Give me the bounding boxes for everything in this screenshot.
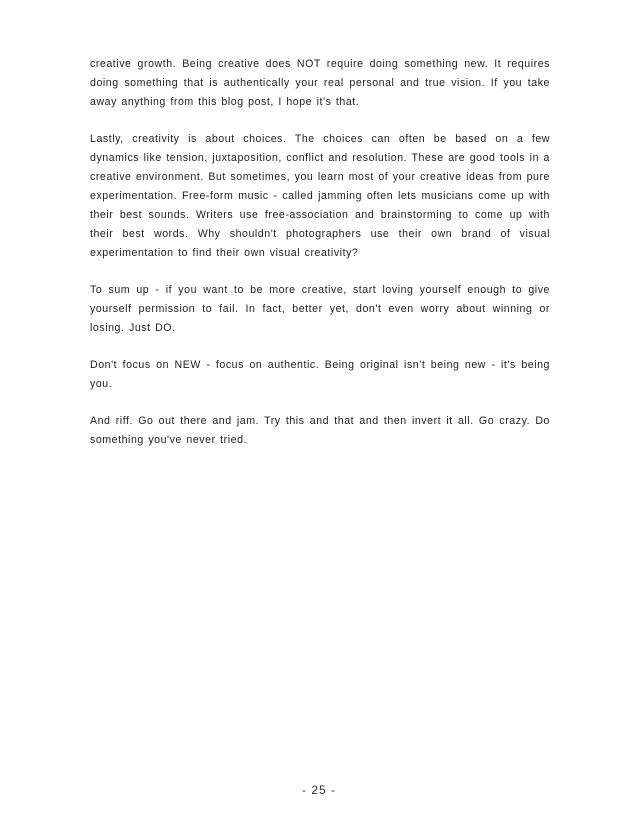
paragraph-sum-up: To sum up - if you want to be more creative, start loving yourself enough to give yourself permission to fail. In fact, better yet, don't even worry about winning or losing. Just DO. (90, 284, 550, 334)
body-text (90, 55, 550, 468)
paragraph-choices: Lastly, creativity is about choices. The choices can often be based on a few dynamics like tension, juxtaposition, conflict and resolution. These are good tools in a creative environment. But sometimes, you learn most of your creative ideas from pure experimentation. Free-form music - called jamming often lets musicians come up with their best sounds. Writers use free-association and brainstorming to come up with their best words. Why shouldn't photographers use their own brand of visual experimentation to find their own visual creativity? (90, 133, 550, 259)
paragraph-riff: And riff. Go out there and jam. Try this and that and then invert it all. Go crazy. Do something you've never tried. (90, 415, 550, 446)
paragraph-creative-growth: creative growth. Being creative does NOT require doing something new. It requires doing something that is authentically your real personal and true vision. If you take away anything from this blog post, I hope it's that. (90, 58, 550, 108)
page-number: - 25 - (301, 783, 336, 797)
paragraph-authentic: Don't focus on NEW - focus on authentic. Being original isn't being new - it's being you. (90, 359, 550, 390)
